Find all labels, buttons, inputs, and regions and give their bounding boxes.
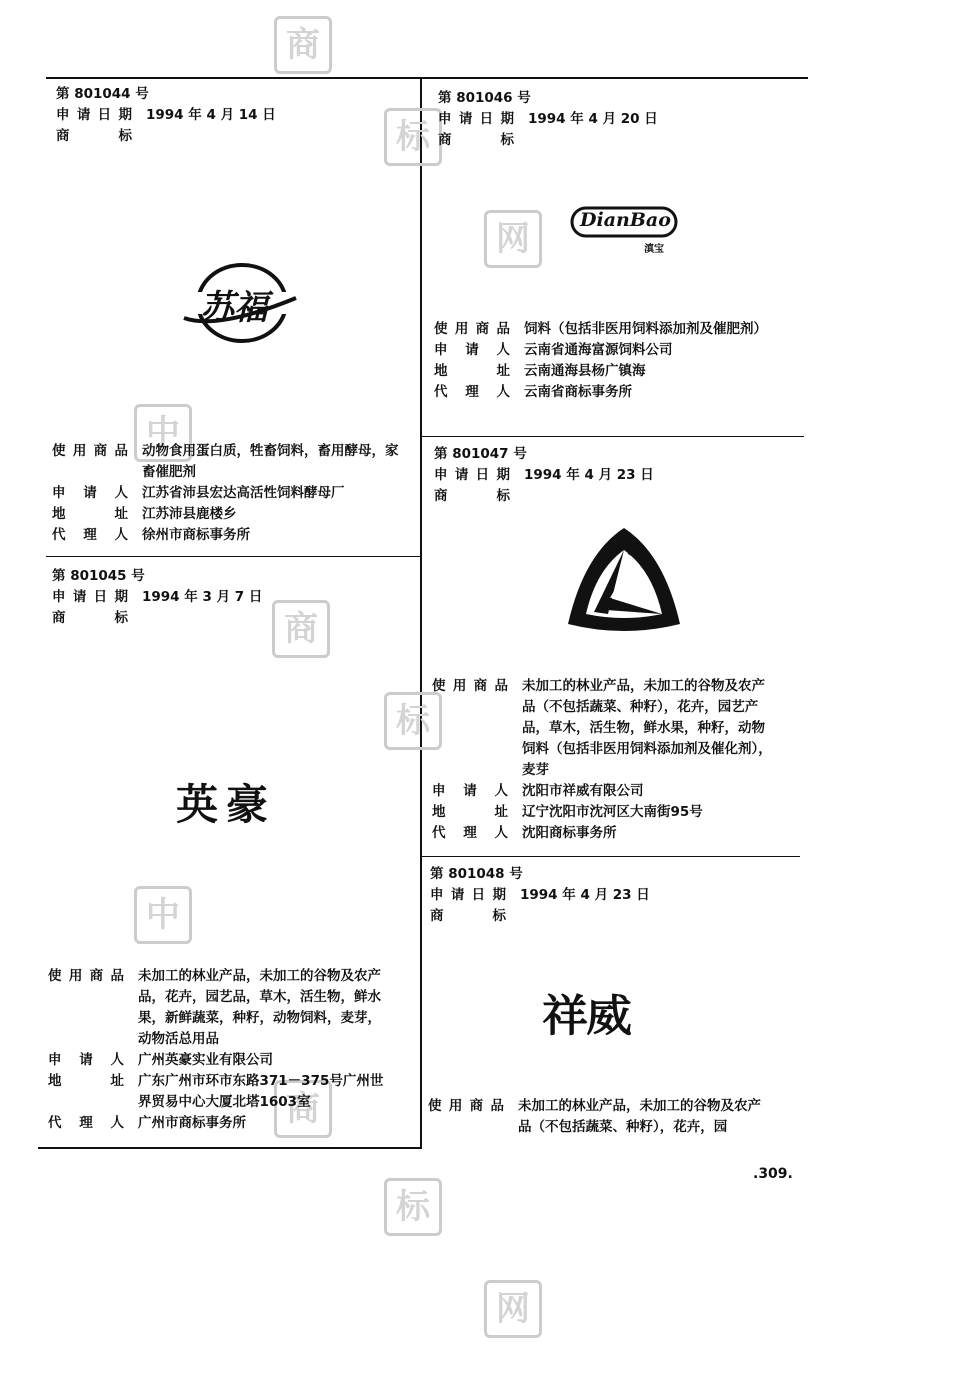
date-label: 申请日期 [434,467,510,483]
trademark-details-801046 [434,319,780,403]
watermark: 中 [134,886,192,944]
date-label: 申请日期 [56,107,132,123]
applicant-value: 沈阳市祥威有限公司 [522,783,644,799]
sufu-logo [178,258,302,348]
mark-label: 商 标 [52,610,128,626]
entry-number: 第 801045 号 [52,568,145,584]
agent-label: 代理人 [432,825,508,841]
applicant-label: 申请人 [48,1052,124,1068]
address-value: 江苏沛县鹿楼乡 [142,506,237,522]
goods-label: 使用商品 [428,1098,504,1114]
applicant-label: 申请人 [52,485,128,501]
mark-label: 商 标 [56,128,132,144]
watermark: 商 [274,16,332,74]
address-value: 云南通海县杨广镇海 [524,363,646,379]
sufu-logo-text: 苏福 [200,288,268,328]
application-date: 1994 年 4 月 20 日 [528,111,658,127]
application-date: 1994 年 3 月 7 日 [142,589,263,605]
goods-label: 使用商品 [52,443,128,459]
goods-label: 使用商品 [434,321,510,337]
page-number: .309. [753,1166,793,1182]
trademark-entry-801044 [56,84,406,147]
goods-value: 动物食用蛋白质，牲畜饲料，畜用酵母，家畜催肥剂 [142,443,399,480]
mark-label: 商 标 [430,908,506,924]
watermark: 商 [272,600,330,658]
address-label: 地 址 [432,804,508,820]
trademark-entry-801047 [434,444,784,507]
trademark-details-801044 [52,441,402,546]
address-value: 广东广州市环市东路371－375号广州世界贸易中心大厦北塔1603室 [138,1073,384,1110]
application-date: 1994 年 4 月 23 日 [524,467,654,483]
date-label: 申请日期 [438,111,514,127]
dianbao-logo [570,204,680,254]
watermark: 标 [384,1178,442,1236]
column-divider [420,77,422,1149]
date-label: 申请日期 [430,887,506,903]
agent-label: 代理人 [434,384,510,400]
xiangwei-logo: 祥威 [542,990,630,1042]
applicant-value: 广州英豪实业有限公司 [138,1052,273,1068]
agent-value: 广州市商标事务所 [138,1115,246,1131]
date-label: 申请日期 [52,589,128,605]
address-label: 地 址 [52,506,128,522]
triangle-logo [564,524,684,636]
left-separator [46,556,420,557]
goods-label: 使用商品 [432,678,508,694]
watermark: 标 [384,108,442,166]
applicant-label: 申请人 [432,783,508,799]
address-label: 地 址 [434,363,510,379]
watermark: 标 [384,692,442,750]
entry-number: 第 801047 号 [434,446,527,462]
watermark: 网 [484,1280,542,1338]
applicant-value: 云南省通海富源饲料公司 [524,342,673,358]
applicant-label: 申请人 [434,342,510,358]
trademark-entry-801048 [430,864,780,927]
goods-label: 使用商品 [48,968,124,984]
yinghao-logo: 英豪 [176,780,277,829]
agent-label: 代理人 [52,527,128,543]
dianbao-logo-text: DianBao [580,209,671,231]
trademark-entry-801045 [52,566,402,629]
trademark-details-801045 [48,966,392,1134]
watermark: 商 [274,1080,332,1138]
trademark-details-801048 [428,1096,770,1138]
agent-label: 代理人 [48,1115,124,1131]
agent-value: 沈阳商标事务所 [522,825,617,841]
goods-value: 饲料（包括非医用饲料添加剂及催肥剂） [524,321,767,337]
top-rule [46,77,808,79]
applicant-value: 江苏省沛县宏达高活性饲料酵母厂 [142,485,345,501]
goods-value: 未加工的林业产品，未加工的谷物及农产品（不包括蔬菜、种籽），花卉，园 [518,1098,761,1135]
application-date: 1994 年 4 月 14 日 [146,107,276,123]
entry-number: 第 801046 号 [438,90,531,106]
trademark-entry-801046 [438,88,788,151]
application-date: 1994 年 4 月 23 日 [520,887,650,903]
agent-value: 徐州市商标事务所 [142,527,250,543]
address-label: 地 址 [48,1073,124,1089]
trademark-details-801047 [432,676,774,844]
goods-value: 未加工的林业产品，未加工的谷物及农产品（不包括蔬菜、种籽），花卉，园艺产品，草木，活生物，鲜水果，种籽，动物饲料（包括非医用饲料添加剂及催化剂），麦芽 [522,678,772,778]
entry-number: 第 801044 号 [56,86,149,102]
goods-value: 未加工的林业产品，未加工的谷物及农产品，花卉，园艺品，草木，活生物，鲜水果，新鲜蔬菜，种籽，动物饲料，麦芽，动物活总用品 [138,968,381,1047]
agent-value: 云南省商标事务所 [524,384,632,400]
address-value: 辽宁沈阳市沈河区大南街95号 [522,804,703,820]
mark-label: 商 标 [438,132,514,148]
mark-label: 商 标 [434,488,510,504]
right-separator-1 [422,436,804,437]
entry-number: 第 801048 号 [430,866,523,882]
dianbao-logo-subtext: 滇宝 [644,244,664,255]
watermark: 网 [484,210,542,268]
bottom-rule [38,1147,420,1149]
right-separator-2 [422,856,800,857]
watermark: 中 [134,404,192,462]
